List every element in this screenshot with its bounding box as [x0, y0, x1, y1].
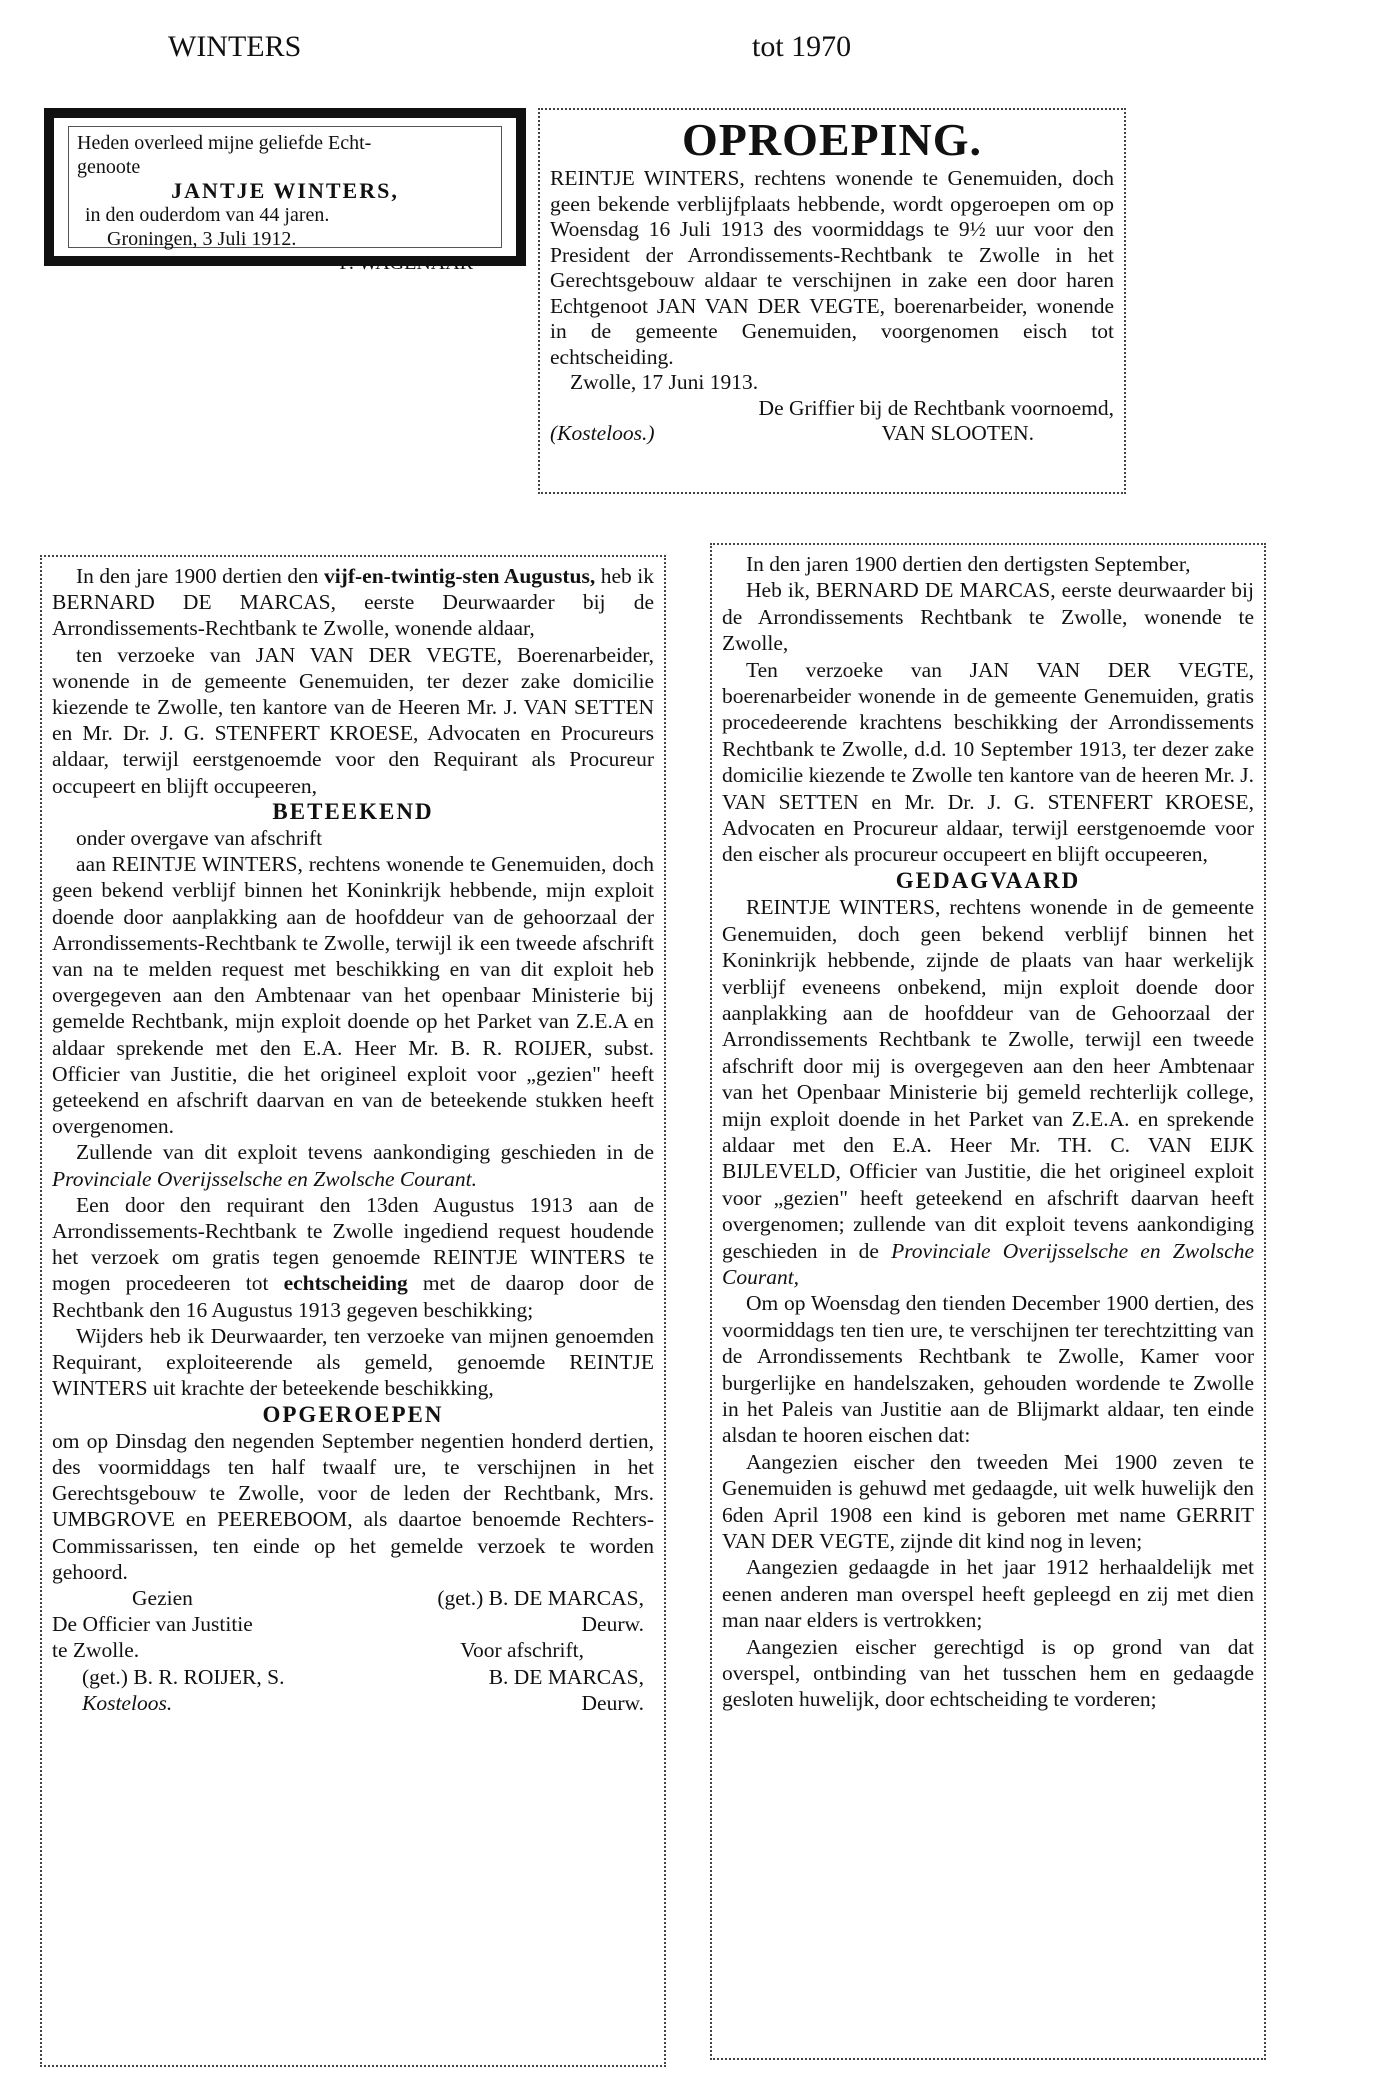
left-para-6c: met de daarop door de Rechtbank den 16 Augustus 1913 gegeven beschikking; [52, 1271, 655, 1322]
oproeping-body: REINTJE WINTERS, rechtens wonende te Genemuiden, doch geen bekende verblijfplaats hebbende, wordt opgeroepen om op Woensdag 16 Juli 1913 des voormiddags te 9½ uur voor den President der Arrondissements-Rechtbank te Zwolle in het Gerechtsgebouw aldaar te verschijnen in zake een door haren Echtgenoot JAN VAN DER VEGTE, boerenarbeider, wonende in de gemeente Genemuiden, voorgenomen eisch tot echtscheiding. [550, 166, 1114, 369]
right-para-7: Aangezien gedaagde in het jaar 1912 herhaaldelijk met eenen anderen man overspel heeft gepleegd en zij met dien man naar elders is vertrokken; [722, 1555, 1254, 1633]
death-notice-line-1: Heden overleed mijne geliefde Echt- [77, 132, 372, 154]
oproeping-notice [538, 108, 1126, 494]
right-para-4a: REINTJE WINTERS, rechtens wonende in de gemeente Genemuiden, doch geen bekend verblijf binnen het Koninkrijk hebbende, zijnde de plaats van haar werkelijk verblijf eveneens onbekend, mijn exploit doende door aanplakking aan de hoofddeur van de Gehoorzaal der Arrondissements Rechtbank te Zwolle, terwijl een tweede afschrift door mij is overgegeven aan den heer Ambtenaar van het Openbaar Ministerie bij gemeld rechterlijk college, mijn exploit doende in het Parket van Z.E.A. en sprekende aldaar met den E.A. Heer Mr. TH. C. VAN EIJK BIJLEVELD, Officier van Justitie, die het origineel exploit voor „gezien" heeft geteekend en afschrift daarvan heeft overgenomen; zullende van dit exploit tevens aankondiging geschieden in de [722, 895, 1254, 1263]
page-header-left: WINTERS [168, 30, 302, 63]
oproeping-place-date: Zwolle, 17 Juni 1913. [570, 370, 759, 394]
oproeping-kosteloos: (Kosteloos.) [550, 421, 655, 445]
left-para-1b: vijf-en-twintig-sten Augustus, [323, 564, 596, 588]
right-para-1: In den jaren 1900 dertien den dertigsten September, [746, 552, 1191, 576]
right-para-8: Aangezien eischer gerechtigd is op grond van dat overspel, ontbinding van het tusschen hem en gedaagde gesloten huwelijk, door echtscheiding te vorderen; [722, 1634, 1254, 1712]
left-para-6b: echtscheiding [283, 1271, 408, 1296]
left-para-5a: Zullende van dit exploit tevens aankondiging geschieden in de [76, 1140, 654, 1165]
right-heading-gedagvaard: GEDAGVAARD [895, 867, 1081, 893]
left-sign-5-right: Deurw. [581, 1690, 644, 1715]
page-header-right: tot 1970 [752, 30, 852, 63]
right-para-4 [722, 894, 1254, 1290]
left-para-2: ten verzoeke van JAN VAN DER VEGTE, Boerenarbeider, wonende in de gemeente Genemuiden, ter dezer zake domicilie kiezende te Zwolle, ten kantore van de Heeren Mr. J. VAN SETTEN en Mr. Dr. J. G. STENFERT KROESE, Advocaten en Procureurs aldaar, terwijl eerstgenoemde voor den Requirant als Procureur occupeert en blijft occupeeren, [52, 642, 654, 798]
left-para-1 [52, 563, 654, 642]
left-para-1c: heb ik BERNARD DE MARCAS, eerste Deurwaarder bij de Arrondissements-Rechtbank te Zwolle, wonende aldaar, [52, 564, 655, 641]
oproeping-footer [550, 421, 1114, 447]
left-para-6a: Een door den requirant den 13den Augustus 1913 aan de Arrondissements-Rechtbank te Zwolle ingediend request houdende het verzoek om gratis tegen genoemde REINTJE WINTERS te mogen procedeeren tot [52, 1192, 654, 1296]
left-heading-opgeroepen: OPGEROEPEN [262, 1401, 444, 1427]
left-sign-4-left: (get.) B. R. ROIJER, S. [82, 1664, 285, 1689]
left-para-4: aan REINTJE WINTERS, rechtens wonende te Genemuiden, doch geen bekend verblijf binnen het Koninkrijk hebbende, mijn exploit doende door aanplakking aan de hoofddeur van de gehoorzaal der Arrondissements-Rechtbank te Zwolle, terwijl ik een tweede afschrift van na te melden request met beschikking en van dit exploit heb overgegeven aan den Ambtenaar van het openbaar Ministerie bij gemelde Rechtbank, mijn exploit doende op het Parket van Z.E.A en aldaar sprekende met den E.A. Heer Mr. B. R. ROIJER, subst. Officier van Justitie, die het origineel exploit voor „gezien" heeft geteekend en afschrift daarvan en van de beteekende stukken heeft overgenomen. [52, 852, 654, 1139]
right-para-4b: Provinciale Overijsselsche en Zwolsche Courant, [722, 1238, 1255, 1289]
right-para-3: Ten verzoeke van JAN VAN DER VEGTE, boerenarbeider wonende in de gemeente Genemuiden, gratis procedeerende krachtens beschikking der Arrondissements Rechtbank te Zwolle, d.d. 10 September 1913, ter dezer zake domicilie kiezende te Zwolle ten kantore van de heeren Mr. J. VAN SETTEN en Mr. Dr. J. G. STENFERT KROESE, Advocaten en Procureur aldaar, terwijl eerstgenoemde voor den eischer als procureur occupeert en blijft occupeeren, [722, 657, 1254, 867]
left-sign-5-left: Kosteloos. [82, 1690, 173, 1715]
left-para-8: om op Dinsdag den negenden September negentien honderd dertien, des voormiddags ten half twaalf ure, te verschijnen in het Gerechtsgebouw te Zwolle, voor de leden der Rechtbank, Mrs. UMBGROVE en PEEREBOOM, als daartoe benoemde Rechters-Commissarissen, ten einde op het gemelde verzoek te worden gehoord. [52, 1428, 654, 1584]
left-para-5b: Provinciale Overijsselsche en Zwolsche Courant. [52, 1166, 477, 1191]
death-notice-line-3: in den ouderdom van 44 jaren. [85, 204, 330, 226]
left-para-6 [52, 1192, 654, 1323]
left-sign-row-2 [52, 1611, 654, 1637]
right-para-5: Om op Woensdag den tienden December 1900 dertien, des voormiddags ten tien ure, te verschijnen ter terechtzitting van de Arrondissements Rechtbank te Zwolle, Kamer voor burgerlijke en handelszaken, gehouden wordende te Zwolle in het Paleis van Justitie aan de Blijmarkt aldaar, ten einde alsdan te hooren eischen dat: [722, 1291, 1254, 1448]
left-para-7: Wijders heb ik Deurwaarder, ten verzoeke van mijnen genoemden Requirant, exploiteerende als gemeld, genoemde REINTJE WINTERS uit krachte der beteekende beschikking, [52, 1323, 654, 1401]
oproeping-griffier: De Griffier bij de Rechtbank voornoemd, [758, 395, 1114, 420]
death-notice-line-4: Groningen, 3 Juli 1912. [107, 228, 297, 250]
right-para-2: Heb ik, BERNARD DE MARCAS, eerste deurwaarder bij de Arrondissements Rechtbank te Zwolle, wonende te Zwolle, [722, 578, 1254, 656]
left-sign-1-left: Gezien [132, 1585, 193, 1610]
left-para-1a: In den jare 1900 dertien den [76, 564, 319, 588]
left-sign-3-right: Voor afschrift, [460, 1638, 584, 1663]
death-notice [44, 108, 526, 274]
left-sign-3-left: te Zwolle. [52, 1638, 140, 1663]
death-notice-signer: F. WAGENAAR [339, 252, 473, 274]
left-sign-1-right: (get.) B. DE MARCAS, [437, 1585, 644, 1610]
left-para-5 [52, 1139, 654, 1191]
left-sign-row-1 [52, 1585, 654, 1611]
right-column-notice [710, 543, 1266, 2060]
left-sign-2-left: De Officier van Justitie [52, 1612, 253, 1637]
oproeping-title: OPROEPING. [681, 114, 983, 165]
death-notice-inner [68, 126, 502, 274]
right-para-6: Aangezien eischer den tweeden Mei 1900 zeven te Genemuiden is gehuwd met gedaagde, uit welk huwelijk den 6den April 1908 een kind is geboren met name GERRIT VAN DER VEGTE, zijnde dit kind nog in leven; [722, 1449, 1254, 1554]
left-sign-2-right: Deurw. [581, 1612, 644, 1637]
left-sign-row-5 [52, 1690, 654, 1716]
left-sign-row-3 [52, 1637, 654, 1663]
left-sign-row-4 [52, 1664, 654, 1690]
oproeping-signer: VAN SLOOTEN. [881, 421, 1034, 445]
left-para-3: onder overgave van afschrift [76, 826, 323, 851]
death-notice-line-2: genoote [77, 156, 141, 178]
death-notice-name: JANTJE WINTERS, [171, 178, 399, 203]
left-sign-4-right: B. DE MARCAS, [488, 1664, 644, 1689]
left-heading-beteekend: BETEEKEND [272, 798, 434, 824]
left-column-notice [40, 555, 666, 2067]
